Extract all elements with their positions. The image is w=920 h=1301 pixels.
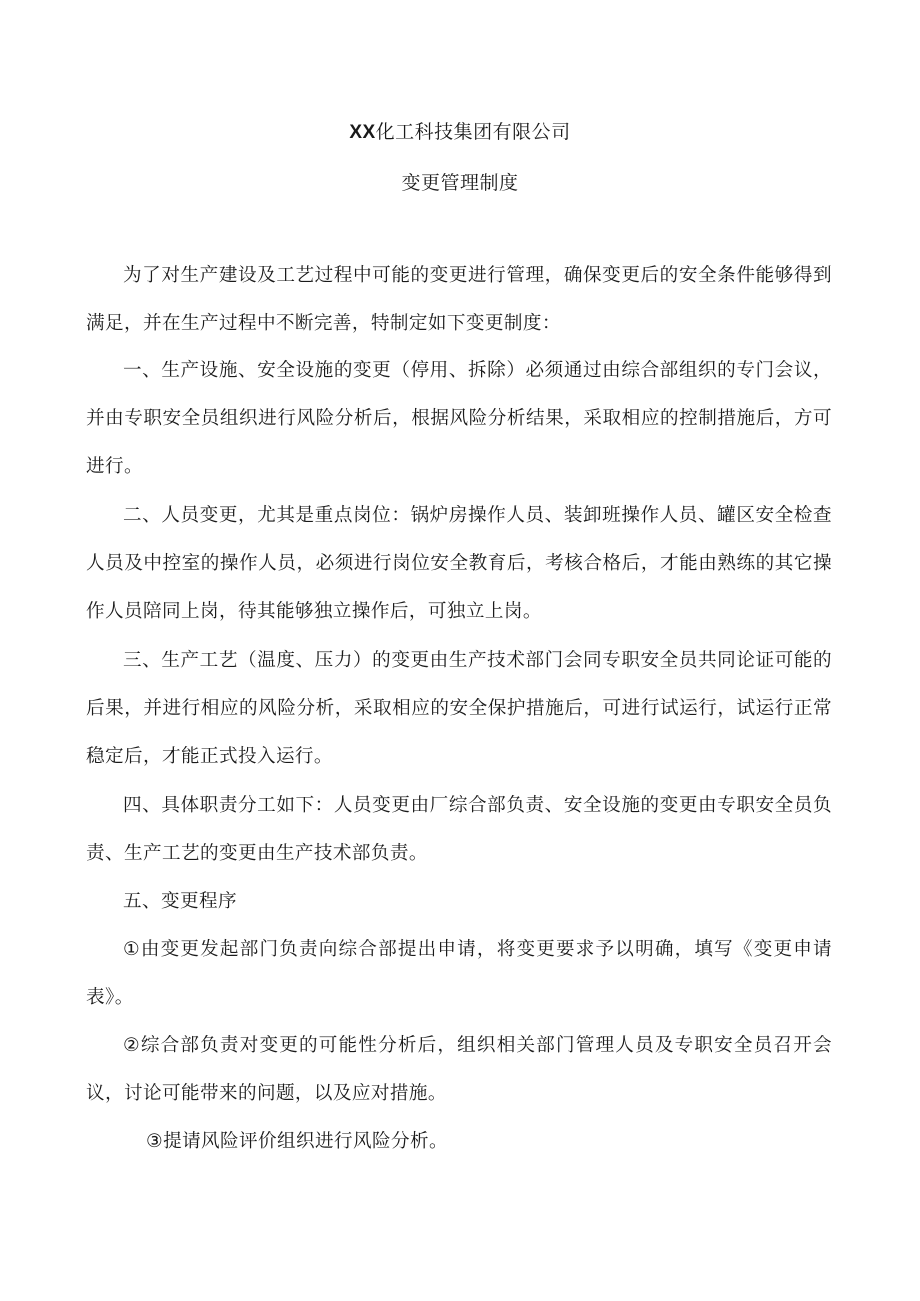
- clause-3: 三、生产工艺（温度、压力）的变更由生产技术部门会同专职安全员共同论证可能的后果，并进行相应的风险分析，采取相应的安全保护措施后，可进行试运行，试运行正常稳定后，才能正式投入运行。: [86, 650, 832, 767]
- procedure-step-1: ①由变更发起部门负责向综合部提出申请，将变更要求予以明确，填写《变更申请表》。: [86, 939, 832, 1008]
- company-title: [0, 119, 920, 146]
- procedure-step-3: ③提请风险评价组织进行风险分析。: [146, 1131, 448, 1152]
- document-title: 变更管理制度: [401, 172, 519, 194]
- procedure-step-2: ②综合部负责对变更的可能性分析后，组织相关部门管理人员及专职安全员召开会议，讨论可能带来的问题，以及应对措施。: [86, 1035, 832, 1104]
- company-prefix: XX: [349, 122, 376, 143]
- clause-1: 一、生产设施、安全设施的变更（停用、拆除）必须通过由综合部组织的专门会议，并由专职安全员组织进行风险分析后，根据风险分析结果，采取相应的控制措施后，方可进行。: [86, 360, 832, 477]
- company-name: 化工科技集团有限公司: [375, 121, 571, 143]
- clause-4: 四、具体职责分工如下：人员变更由厂综合部负责、安全设施的变更由专职安全员负责、生产工艺的变更由生产技术部负责。: [86, 795, 832, 864]
- clause-2: 二、人员变更，尤其是重点岗位：锅炉房操作人员、装卸班操作人员、罐区安全检查人员及中控室的操作人员，必须进行岗位安全教育后，考核合格后，才能由熟练的其它操作人员陪同上岗，待其能够独立操作后，可独立上岗。: [86, 505, 832, 622]
- clause-5-heading: 五、变更程序: [123, 891, 237, 912]
- intro-paragraph: 为了对生产建设及工艺过程中可能的变更进行管理，确保变更后的安全条件能够得到满足，并在生产过程中不断完善，特制定如下变更制度：: [86, 265, 832, 334]
